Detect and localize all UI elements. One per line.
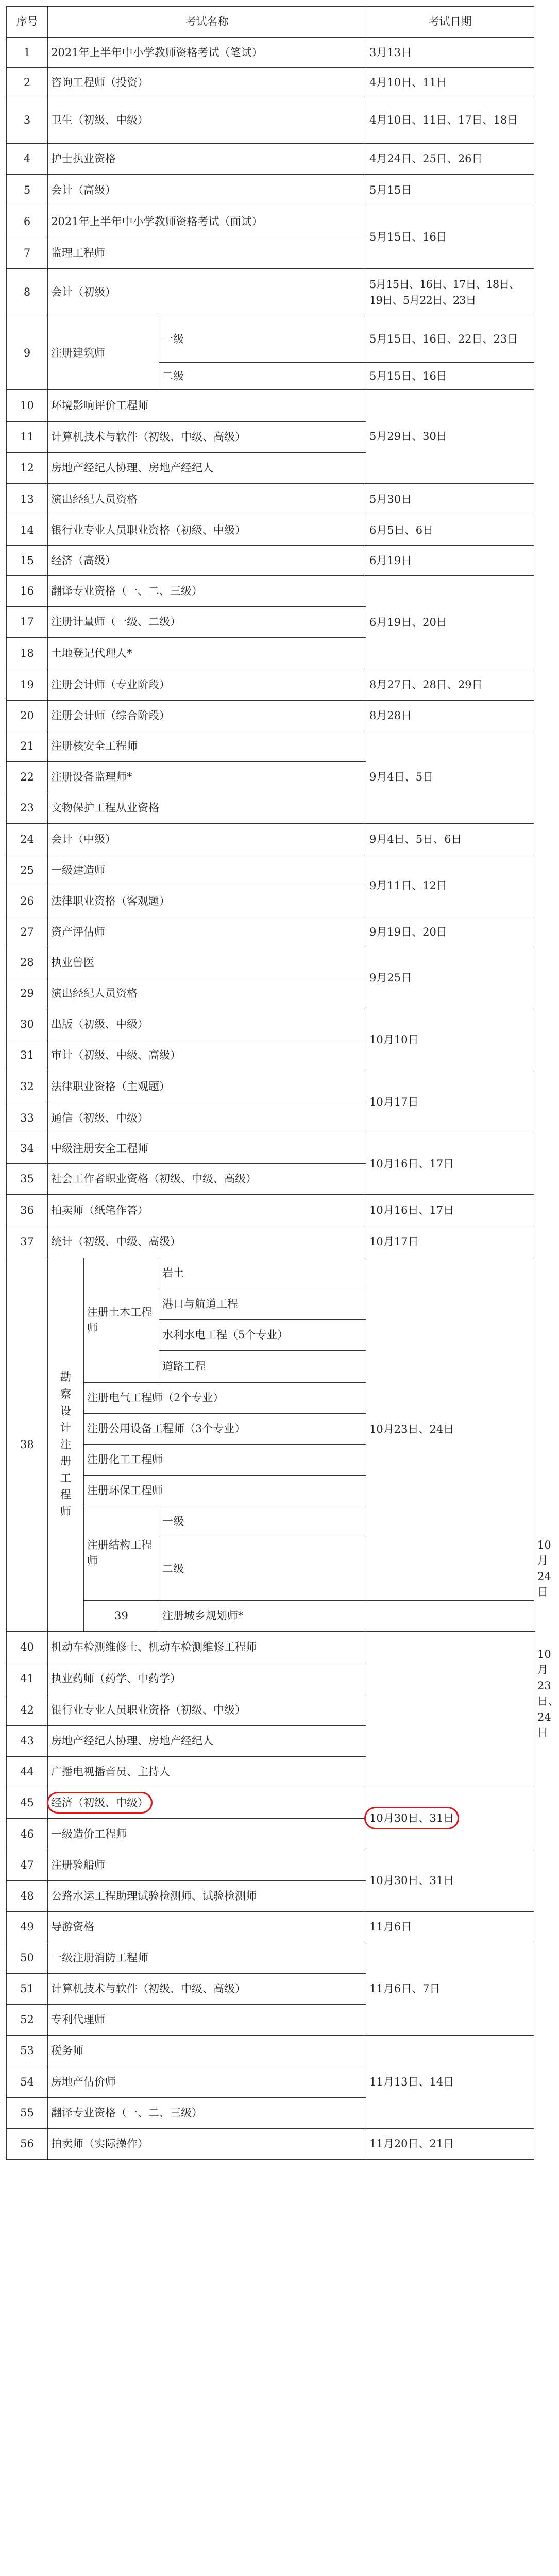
- table-row: 19 注册会计师（专业阶段） 8月27日、28日、29日: [7, 669, 534, 701]
- table-row: 47 注册验船师 10月30日、31日: [7, 1850, 534, 1880]
- table-row: 53 税务师 11月13日、14日: [7, 2035, 534, 2066]
- group-label-char: 册: [60, 1455, 71, 1468]
- table-row: 39 注册城乡规划师* 10月23日、24日: [7, 1600, 534, 1631]
- table-row: 29 演出经纪人员资格: [7, 978, 534, 1009]
- header-row: [7, 7, 534, 38]
- table-row: 1 2021年上半年中小学教师资格考试（笔试） 3月13日: [7, 38, 534, 68]
- table-row: 4 护士执业资格 4月24日、25日、26日: [7, 144, 534, 175]
- header-name: 考试名称: [48, 7, 366, 38]
- table-row: 42 银行业专业人员职业资格（初级、中级）: [7, 1694, 534, 1725]
- table-row: 注册化工工程师: [7, 1445, 534, 1476]
- table-row: 41 执业药师（药学、中药学）: [7, 1663, 534, 1694]
- table-row: 14 银行业专业人员职业资格（初级、中级） 6月5日、6日: [7, 515, 534, 546]
- table-row: 30 出版（初级、中级） 10月10日: [7, 1009, 534, 1040]
- table-row: 36 拍卖师（纸笔作答） 10月16日、17日: [7, 1195, 534, 1226]
- table-row: 46 一级造价工程师: [7, 1818, 534, 1850]
- table-row: 12 房地产经纪人协理、房地产经纪人: [7, 453, 534, 484]
- table-row: 17 注册计量师（一级、二级）: [7, 607, 534, 638]
- table-row: 二级 5月15日、16日: [7, 363, 534, 390]
- table-row: 道路工程: [7, 1351, 534, 1383]
- table-row: 56 拍卖师（实际操作） 11月20日、21日: [7, 2128, 534, 2159]
- table-row: 24 会计（中级） 9月4日、5日、6日: [7, 824, 534, 855]
- table-row: 23 文物保护工程从业资格: [7, 792, 534, 824]
- table-row: 28 执业兽医 9月25日: [7, 947, 534, 978]
- table-row: 43 房地产经纪人协理、房地产经纪人: [7, 1725, 534, 1756]
- table-row: 26 法律职业资格（客观题）: [7, 886, 534, 917]
- table-row: 6 2021年上半年中小学教师资格考试（面试） 5月15日、16日: [7, 206, 534, 238]
- table-row: 7 监理工程师: [7, 238, 534, 269]
- group-label-char: 注: [60, 1438, 71, 1451]
- group-label-char: 察: [60, 1387, 71, 1400]
- table-row: 水利水电工程（5个专业）: [7, 1320, 534, 1351]
- table-row: 20 注册会计师（综合阶段） 8月28日: [7, 701, 534, 731]
- group-label-vertical: [48, 1258, 84, 1632]
- table-row: 注册结构工程师 一级: [7, 1506, 534, 1537]
- group-label-char: 计: [60, 1421, 71, 1434]
- group-label-char: 师: [60, 1505, 71, 1518]
- table-row: 二级 10月24日: [7, 1537, 534, 1601]
- table-row: 注册电气工程师（2个专业）: [7, 1383, 534, 1414]
- table-row-45: 45 经济（初级、中级） 10月30日、31日: [7, 1787, 534, 1818]
- table-row: 31 审计（初级、中级、高级）: [7, 1040, 534, 1071]
- group-label-char: 设: [60, 1404, 71, 1417]
- table-row: 9 注册建筑师 一级 5月15日、16日、22日、23日: [7, 316, 534, 363]
- table-row: 3 卫生（初级、中级） 4月10日、11日、17日、18日: [7, 97, 534, 144]
- table-row: 11 计算机技术与软件（初级、中级、高级）: [7, 422, 534, 453]
- table-row: 33 通信（初级、中级）: [7, 1103, 534, 1133]
- table-row: 44 广播电视播音员、主持人: [7, 1756, 534, 1787]
- table-row: 16 翻译专业资格（一、二、三级） 6月19日、20日: [7, 576, 534, 607]
- table-row-38: 38 勘 察 设 计 注 册 工 程 师 注册土木工程师 岩土 10月23日、24日: [7, 1258, 534, 1289]
- table-row: 25 一级建造师 9月11日、12日: [7, 855, 534, 886]
- table-row: 32 法律职业资格（主观题） 10月17日: [7, 1071, 534, 1103]
- table-row: 15 经济（高级） 6月19日: [7, 546, 534, 576]
- table-row: 27 资产评估师 9月19日、20日: [7, 917, 534, 947]
- table-row: 注册环保工程师: [7, 1476, 534, 1506]
- table-row: 13 演出经纪人员资格 5月30日: [7, 484, 534, 515]
- group-label-char: 工: [60, 1471, 71, 1484]
- table-row: 34 中级注册安全工程师 10月16日、17日: [7, 1133, 534, 1164]
- highlighted-exam-date: 10月30日、31日: [369, 1810, 454, 1826]
- table-row: 注册公用设备工程师（3个专业）: [7, 1414, 534, 1445]
- highlighted-exam-name: 经济（初级、中级）: [51, 1795, 148, 1810]
- table-row: 21 注册核安全工程师 9月4日、5日: [7, 731, 534, 762]
- table-row: 18 土地登记代理人*: [7, 638, 534, 669]
- table-row: 22 注册设备监理师*: [7, 762, 534, 792]
- table-row: 40 机动车检测维修士、机动车检测维修工程师: [7, 1631, 534, 1663]
- table-row: 51 计算机技术与软件（初级、中级、高级）: [7, 1973, 534, 2004]
- group-label-text: [49, 1369, 82, 1520]
- table-row: 54 房地产估价师: [7, 2066, 534, 2097]
- table-row: 50 一级注册消防工程师 11月6日、7日: [7, 1942, 534, 1973]
- table-row: 2 咨询工程师（投资） 4月10日、11日: [7, 68, 534, 97]
- table-row: 49 导游资格 11月6日: [7, 1911, 534, 1942]
- header-date: 考试日期: [366, 7, 534, 38]
- header-seq: 序号: [7, 7, 48, 38]
- table-row: 港口与航道工程: [7, 1289, 534, 1320]
- exam-schedule-table: [6, 6, 559, 2160]
- table-row: 55 翻译专业资格（一、二、三级）: [7, 2097, 534, 2128]
- table-row: 8 会计（初级） 5月15日、16日、17日、18日、19日、5月22日、23日: [7, 269, 534, 316]
- group-label-char: 勘: [60, 1371, 71, 1384]
- table-row: 10 环境影响评价工程师 5月29日、30日: [7, 390, 534, 422]
- group-label-char: 程: [60, 1488, 71, 1501]
- table-row: 37 统计（初级、中级、高级） 10月17日: [7, 1226, 534, 1258]
- table-row: 48 公路水运工程助理试验检测师、试验检测师: [7, 1880, 534, 1911]
- table-row: 35 社会工作者职业资格（初级、中级、高级）: [7, 1164, 534, 1195]
- table-row: 52 专利代理师: [7, 2004, 534, 2035]
- table-row: 5 会计（高级） 5月15日: [7, 175, 534, 206]
